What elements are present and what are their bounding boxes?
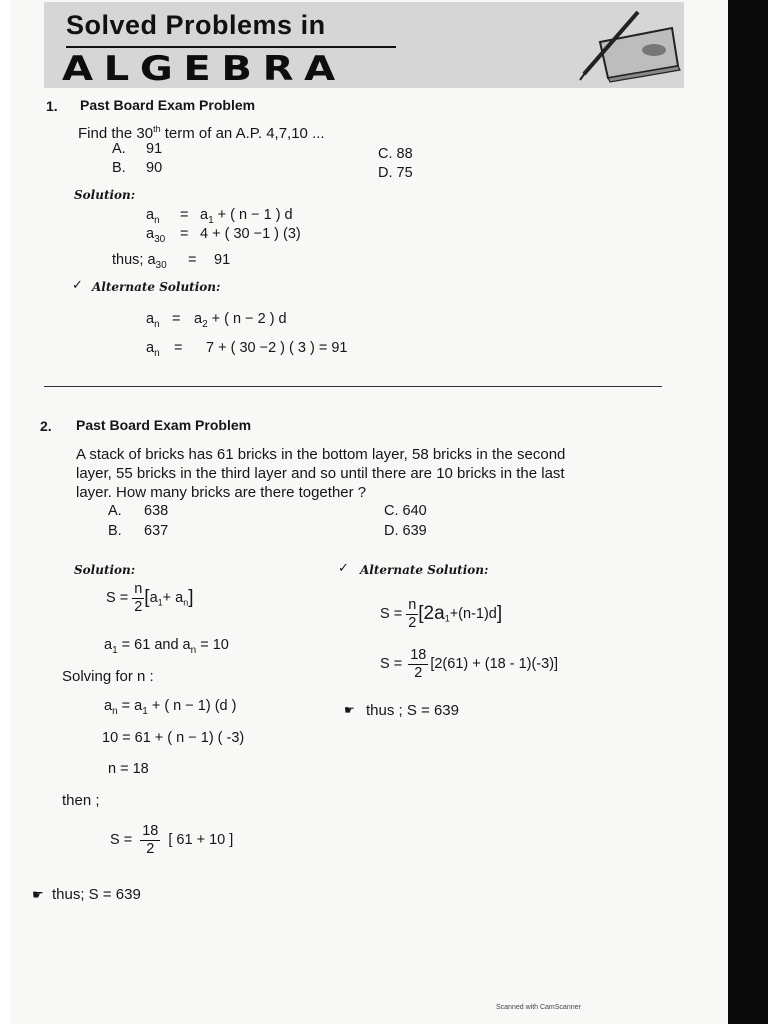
problem-2-choice-c: C. 640 xyxy=(384,503,427,519)
title-underline xyxy=(66,46,396,48)
p1-formula-lhs: $a_n$ xyxy=(146,207,160,226)
problem-2-solution-label: Solution: xyxy=(74,563,136,577)
problem-1-choice-c: C. 88 xyxy=(378,146,413,162)
problem-2-choice-a: 638 xyxy=(144,503,169,519)
nth-term-formula: $a_n = a_1$ + ( n − 1) (d ) xyxy=(104,698,237,717)
p1-thus: thus; $a_{30}$ xyxy=(112,252,167,271)
problem-2-heading: Past Board Exam Problem xyxy=(76,417,252,433)
problem-1-alt-label: Alternate Solution: xyxy=(92,280,221,294)
n-result: n = 18 xyxy=(108,761,149,777)
final-answer: thus; S = 639 xyxy=(52,886,141,903)
p1-sub-rhs: 4 + ( 30 −1 ) (3) xyxy=(200,226,301,242)
title-banner xyxy=(44,2,684,88)
alt-substituted-formula: S = $\frac{18}{2}$ [2(61) + (18 - 1)(-3)] xyxy=(380,647,559,681)
given-values: $a_1 = 61$ and $a_n = 10$ xyxy=(104,637,229,656)
problem-2-number: 2. xyxy=(40,418,52,434)
problem-2-choice-d: D. 639 xyxy=(384,523,427,539)
p1-sub-lhs: $a_{30}$ xyxy=(146,226,166,245)
problem-1-question: Find the 30th term of an A.P. 4,7,10 ... xyxy=(78,124,325,142)
p1-alt1-lhs: $a_n$ xyxy=(146,311,160,330)
problem-2-question-line-3: layer. How many bricks are there together ? xyxy=(76,484,367,501)
alt-sum-formula: S = $\frac{n}{2}$ $[2a_1+(n-1)d]$ xyxy=(380,597,503,631)
p1-thus-eq: = xyxy=(188,252,197,268)
problem-2-question-line-2: layer, 55 bricks in the third layer and so until there are 10 bricks in the last xyxy=(76,465,565,482)
section-divider xyxy=(44,386,662,387)
notebook-pencil-icon xyxy=(554,4,684,84)
problem-1-heading: Past Board Exam Problem xyxy=(80,97,256,113)
p1-alt2-eq: = xyxy=(174,340,183,356)
scanner-watermark: Scanned with CamScanner xyxy=(496,1004,581,1011)
p1-alt2-rhs: 7 + ( 30 −2 ) ( 3 ) = 91 xyxy=(206,340,348,356)
alt-checkmark-icon: ✓ xyxy=(338,560,349,575)
p1-formula-rhs: $a_1$ + ( n − 1 ) d xyxy=(200,207,293,226)
problem-2-choice-b: 637 xyxy=(144,523,169,539)
problem-1-choice-d: D. 75 xyxy=(378,165,413,181)
alt-pointing-hand-icon: ☛ xyxy=(344,703,355,717)
then-label: then ; xyxy=(62,792,100,809)
problem-1-number: 1. xyxy=(46,98,58,114)
problem-2-question-line-1: A stack of bricks has 61 bricks in the bottom layer, 58 bricks in the second xyxy=(76,446,566,463)
p1-thus-value: 91 xyxy=(214,252,231,268)
final-sum-formula: S = $\frac{18}{2}$ [ 61 + 10 ] xyxy=(110,823,234,857)
title-line-1: Solved Problems in xyxy=(66,10,326,40)
problem-2-choice-a-letter: A. xyxy=(108,503,122,519)
p1-alt1-rhs: $a_2$ + ( n − 2 ) d xyxy=(194,311,287,330)
problem-1-choice-b-letter: B. xyxy=(112,160,126,176)
sum-formula: S = $\frac{n}{2}$ $[a_1+ a_n]$ xyxy=(106,581,194,615)
p1-sub-eq: = xyxy=(180,226,189,242)
p1-formula-eq: = xyxy=(180,207,189,223)
checkmark-icon: ✓ xyxy=(72,277,83,292)
p1-alt2-lhs: $a_n$ xyxy=(146,340,160,359)
solving-for-n: Solving for n : xyxy=(62,668,154,685)
problem-2-choice-b-letter: B. xyxy=(108,523,122,539)
scan-edge xyxy=(728,0,768,1024)
problem-1-choice-a-letter: A. xyxy=(112,141,126,157)
p1-alt1-eq: = xyxy=(172,311,181,327)
problem-1-choice-b: 90 xyxy=(146,160,163,176)
substitution-line: 10 = 61 + ( n − 1) ( -3) xyxy=(102,730,245,746)
problem-2-alt-label: Alternate Solution: xyxy=(360,563,489,577)
alt-final-answer: thus ; S = 639 xyxy=(366,702,459,719)
problem-1-choice-a: 91 xyxy=(146,141,163,157)
problem-1-solution-label: Solution: xyxy=(74,188,136,202)
title-line-2: ALGEBRA xyxy=(62,49,346,89)
pointing-hand-icon: ☛ xyxy=(32,887,44,902)
